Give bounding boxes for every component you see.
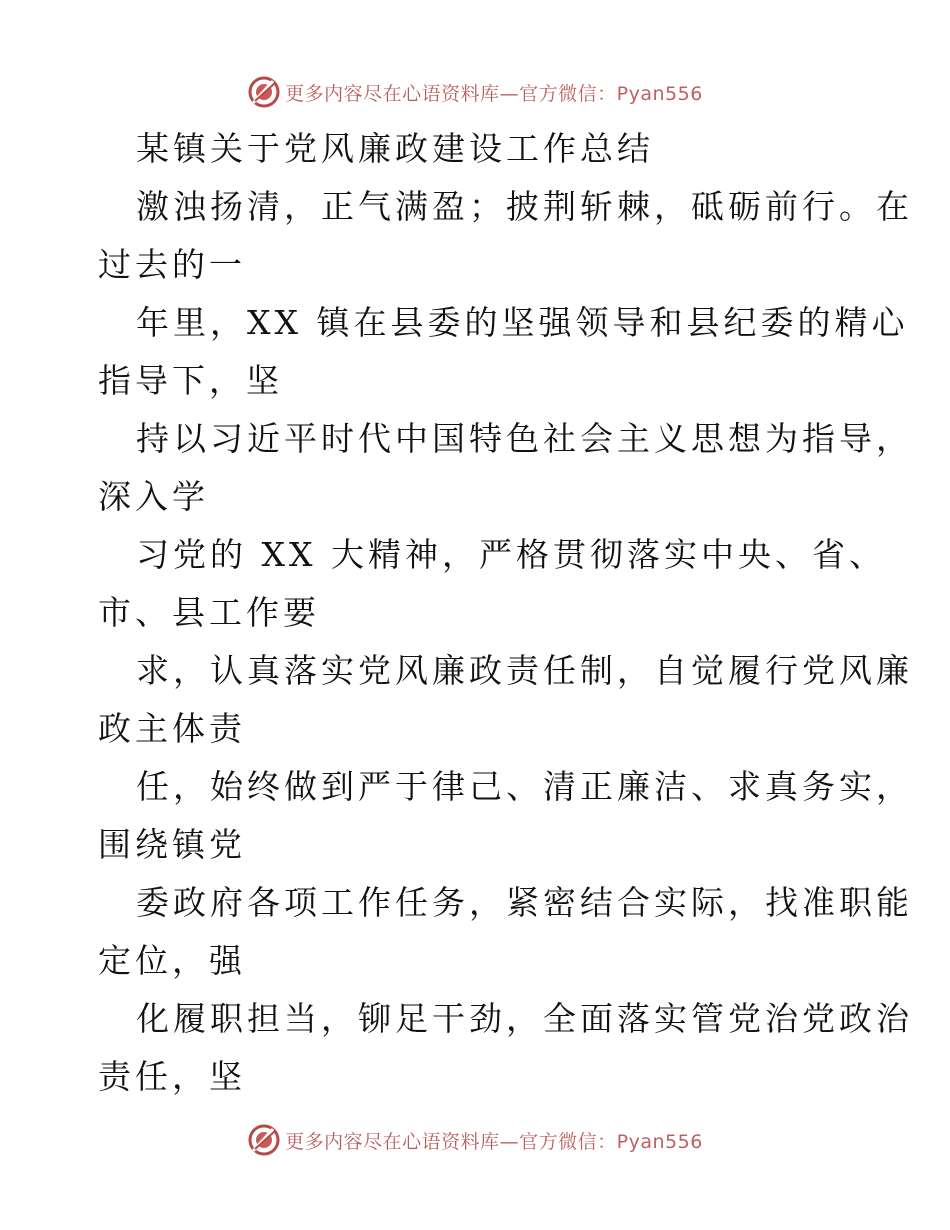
document-title: 某镇关于党风廉政建设工作总结 <box>136 129 654 168</box>
paragraph-line: 年里，XX 镇在县委的坚强领导和县纪委的精心 <box>136 303 909 342</box>
banner-text <box>285 79 703 106</box>
banner-wechat-text: —官方微信：Pyan556 <box>499 82 703 105</box>
paragraph-line: 委政府各项工作任务，紧密结合实际，找准职能 <box>136 883 913 922</box>
brand-logo-icon <box>247 75 281 109</box>
banner-content <box>247 1123 703 1157</box>
paragraph-line: 持以习近平时代中国特色社会主义思想为指导， <box>136 419 913 458</box>
paragraph-line: 习党的 XX 大精神，严格贯彻落实中央、省、 <box>136 535 886 574</box>
banner-main-text: 更多内容尽在心语资料库 <box>285 1130 500 1153</box>
banner-content <box>247 75 703 109</box>
header-banner <box>0 70 950 114</box>
banner-main-text: 更多内容尽在心语资料库 <box>285 82 500 105</box>
brand-logo-icon <box>247 1123 281 1157</box>
paragraph-line: 政主体责 <box>98 709 246 748</box>
footer-banner <box>0 1118 950 1162</box>
paragraph-line: 指导下，坚 <box>98 361 283 400</box>
paragraph-line: 定位，强 <box>98 941 246 980</box>
paragraph-line: 围绕镇党 <box>98 825 246 864</box>
banner-wechat-text: —官方微信：Pyan556 <box>499 1130 703 1153</box>
paragraph-line: 求，认真落实党风廉政责任制，自觉履行党风廉 <box>136 651 913 690</box>
paragraph-line: 任，始终做到严于律己、清正廉洁、求真务实， <box>136 767 913 806</box>
paragraph-line: 过去的一 <box>98 245 246 284</box>
paragraph-line: 化履职担当，铆足干劲，全面落实管党治党政治 <box>136 999 913 1038</box>
banner-text <box>285 1127 703 1154</box>
paragraph-line: 激浊扬清，正气满盈；披荆斩棘，砥砺前行。在 <box>136 187 913 226</box>
paragraph-line: 深入学 <box>98 477 209 516</box>
paragraph-line: 市、县工作要 <box>98 593 320 632</box>
paragraph-line: 责任，坚 <box>98 1057 246 1096</box>
document-body <box>98 120 913 1106</box>
